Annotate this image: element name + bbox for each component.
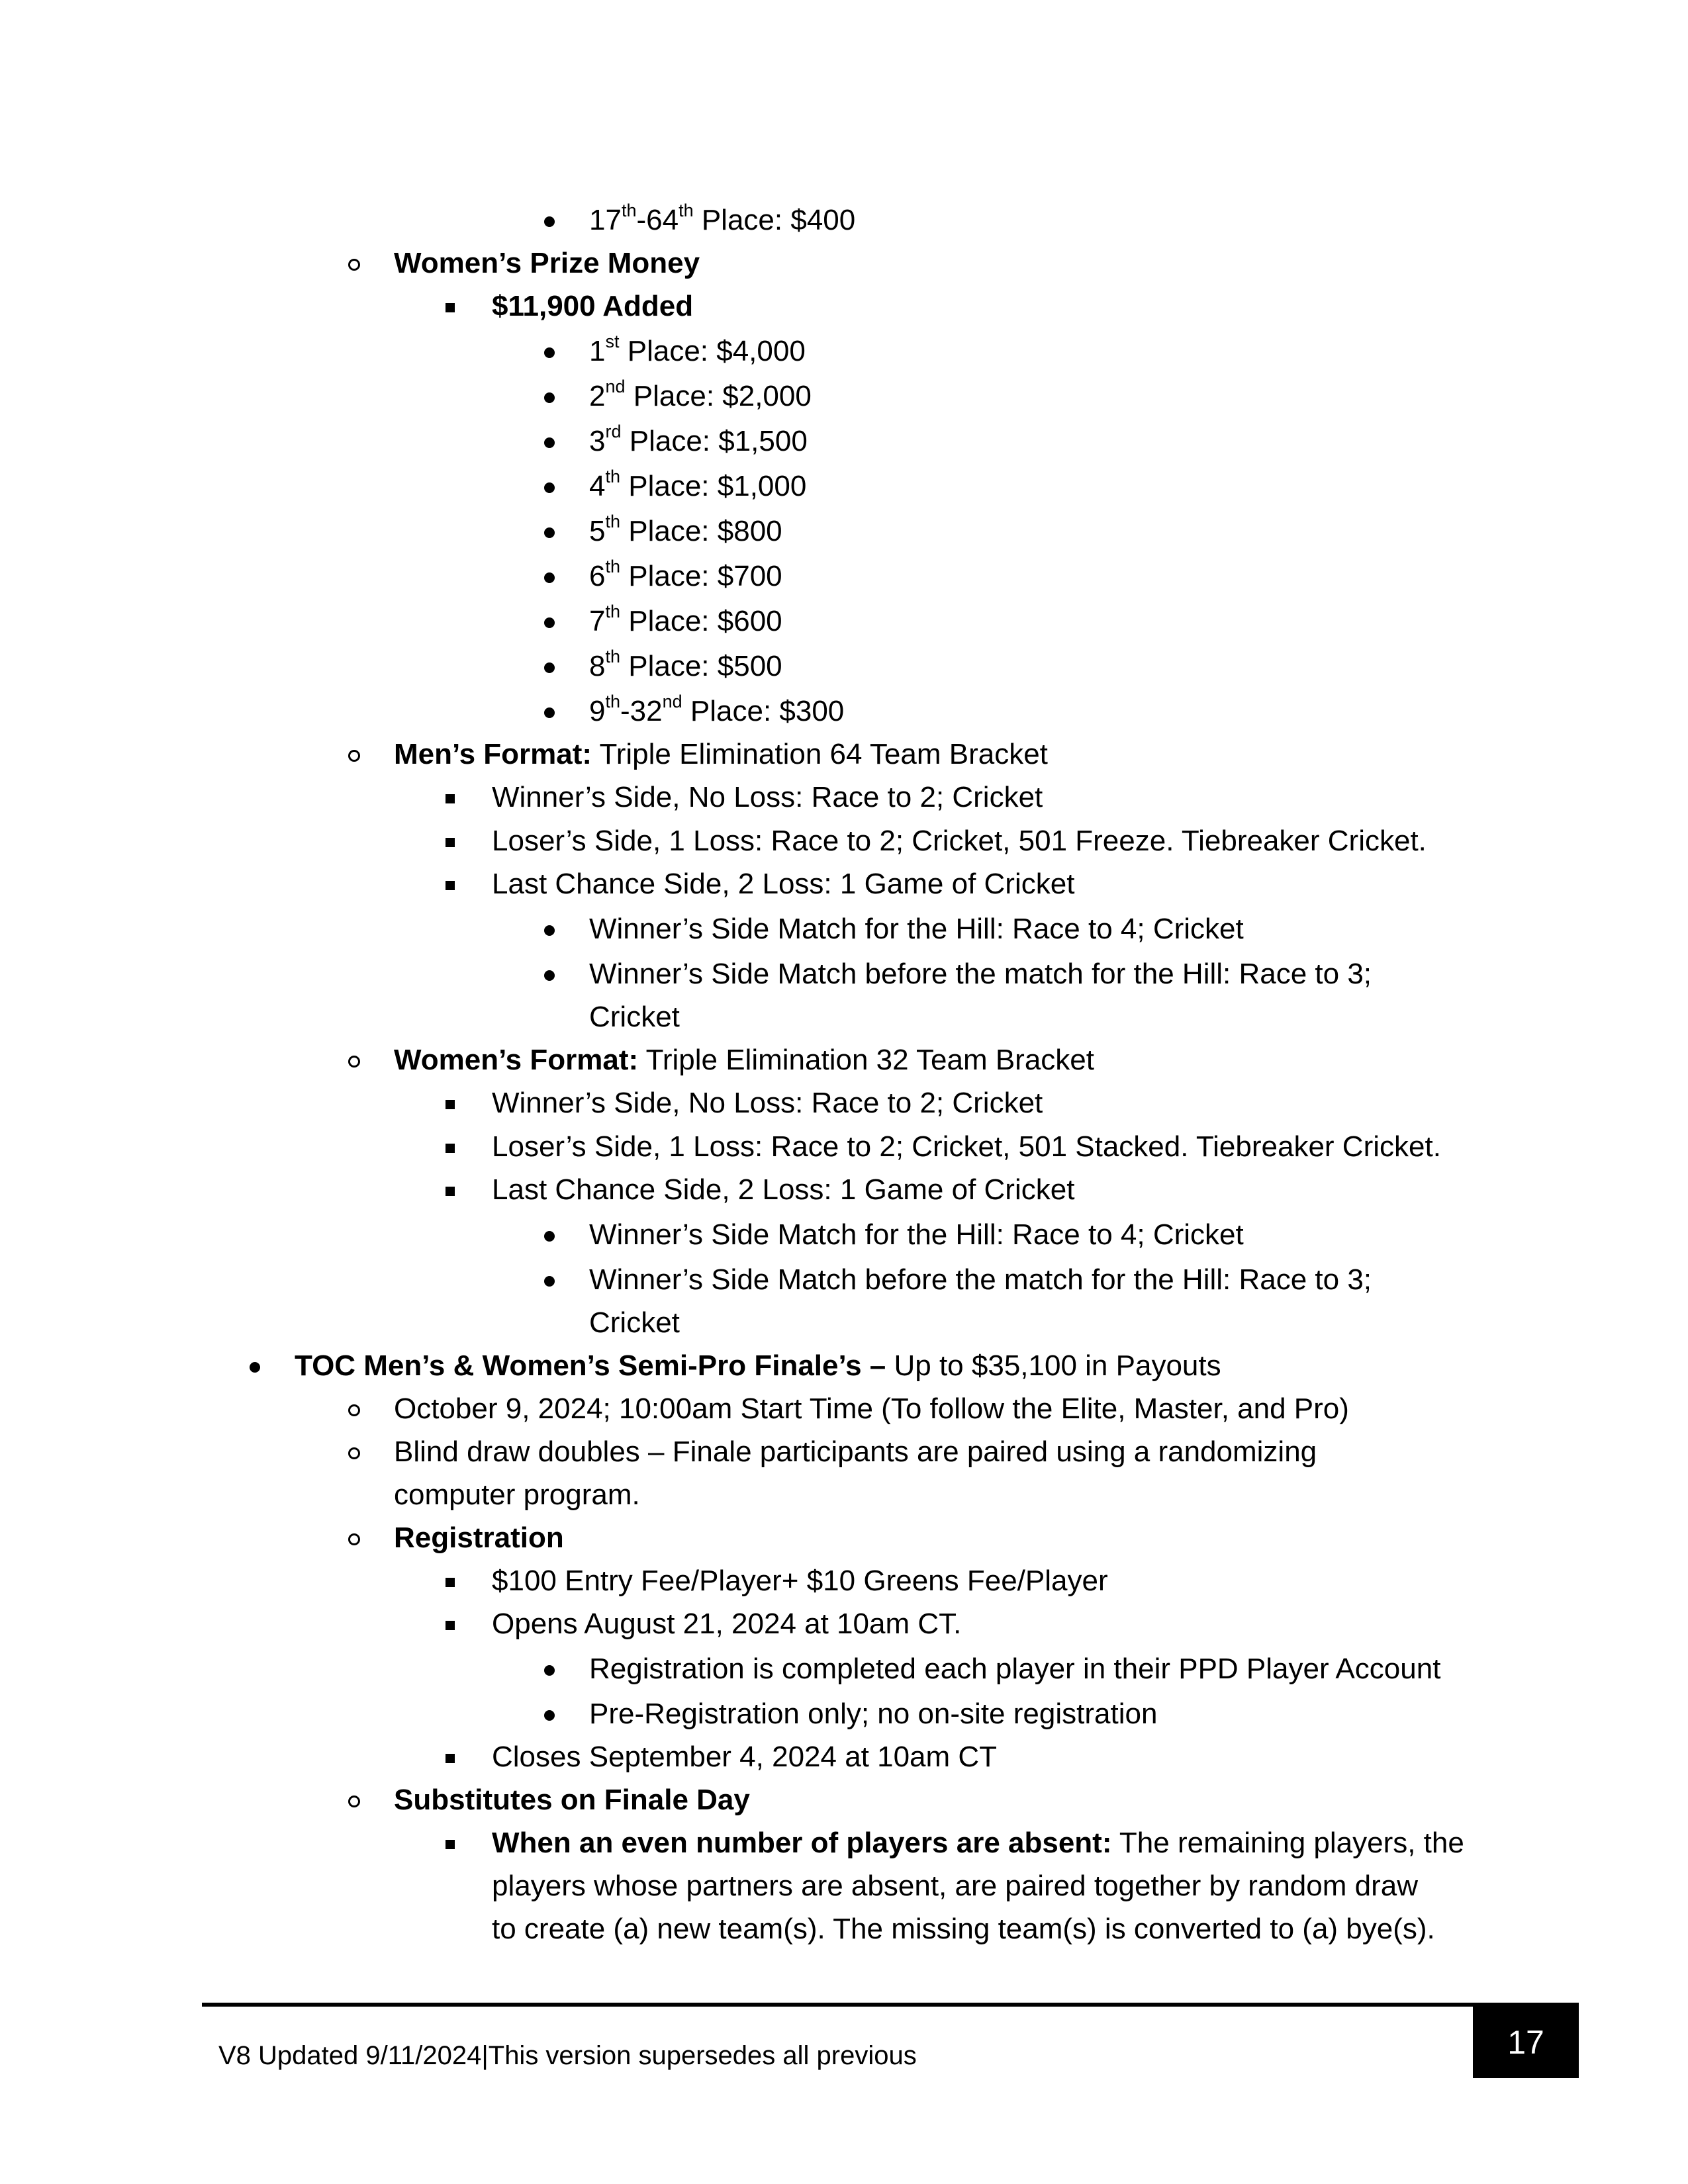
bullet-ring-icon: [341, 1432, 367, 1472]
mens-losers-side: Loser’s Side, 1 Loss: Race to 2; Cricket, 501 Freeze. Tiebreaker Cricket.: [0, 821, 1688, 861]
womens-prize-money-heading: Women’s Prize Money: [0, 244, 1688, 283]
mens-last-chance-side: Last Chance Side, 2 Loss: 1 Game of Cricket: [0, 864, 1688, 904]
bullet-square-icon: [437, 778, 463, 817]
bullet-dot-icon: [536, 422, 563, 461]
bullet-ring-icon: [341, 1389, 367, 1429]
footer-rule: [202, 2003, 1579, 2007]
even-absent-line: When an even number of players are absent: The remaining players, the: [0, 1823, 1688, 1863]
prize-line-5th: 5th Place: $800: [0, 512, 1688, 551]
prize-line-6th: 6th Place: $700: [0, 557, 1688, 596]
bullet-square-icon: [437, 1170, 463, 1210]
womens-format-line: Women’s Format: Triple Elimination 32 Team Bracket: [0, 1040, 1688, 1080]
bullet-dot-icon: [536, 201, 563, 240]
bullet-square-icon: [437, 1127, 463, 1167]
mens-before-hill-match-cont: Cricket: [589, 1001, 680, 1033]
prize-line-3rd: 3rd Place: $1,500: [0, 422, 1688, 461]
even-absent-line-cont-2: to create (a) new team(s). The missing team(s) is converted to (a) bye(s).: [492, 1913, 1435, 1945]
bullet-square-icon: [437, 1083, 463, 1123]
mens-before-hill-match: Winner’s Side Match before the match for the Hill: Race to 3;: [0, 954, 1688, 994]
bullet-ring-icon: [341, 735, 367, 774]
bullet-dot-icon: [536, 954, 563, 994]
womens-last-chance-side: Last Chance Side, 2 Loss: 1 Game of Cricket: [0, 1170, 1688, 1210]
semi-pro-finale-heading: TOC Men’s & Women’s Semi-Pro Finale’s – Up to $35,100 in Payouts: [0, 1346, 1688, 1386]
bullet-dot-icon: [536, 1215, 563, 1255]
prize-line-17-64: 17th-64th Place: $400: [0, 201, 1688, 240]
mens-hill-match: Winner’s Side Match for the Hill: Race to 4; Cricket: [0, 909, 1688, 949]
bullet-dot-icon: [536, 1694, 563, 1734]
even-absent-line-cont-1: players whose partners are absent, are paired together by random draw: [492, 1870, 1418, 1902]
mens-winners-side: Winner’s Side, No Loss: Race to 2; Cricket: [0, 778, 1688, 817]
registration-opens-line: Opens August 21, 2024 at 10am CT.: [0, 1604, 1688, 1644]
registration-account-line: Registration is completed each player in their PPD Player Account: [0, 1649, 1688, 1689]
bullet-square-icon: [437, 287, 463, 326]
finale-date-line: October 9, 2024; 10:00am Start Time (To follow the Elite, Master, and Pro): [0, 1389, 1688, 1429]
prize-line-9-32: 9th-32nd Place: $300: [0, 692, 1688, 731]
prize-line-7th: 7th Place: $600: [0, 602, 1688, 641]
bullet-square-icon: [437, 1561, 463, 1601]
bullet-dot-icon: [536, 647, 563, 686]
mens-format-line: Men’s Format: Triple Elimination 64 Team Bracket: [0, 735, 1688, 774]
bullet-square-icon: [437, 821, 463, 861]
bullet-ring-icon: [341, 244, 367, 283]
bullet-dot-icon: [536, 1260, 563, 1300]
bullet-dot-icon: [536, 467, 563, 506]
womens-before-hill-match: Winner’s Side Match before the match for the Hill: Race to 3;: [0, 1260, 1688, 1300]
bullet-ring-icon: [341, 1518, 367, 1558]
bullet-dot-icon: [536, 512, 563, 551]
bullet-dot-icon: [242, 1346, 268, 1386]
registration-heading: Registration: [0, 1518, 1688, 1558]
bullet-square-icon: [437, 1737, 463, 1777]
pre-registration-line: Pre-Registration only; no on-site registration: [0, 1694, 1688, 1734]
womens-losers-side: Loser’s Side, 1 Loss: Race to 2; Cricket, 501 Stacked. Tiebreaker Cricket.: [0, 1127, 1688, 1167]
page-number: 17: [1473, 2007, 1579, 2078]
footer-text: V8 Updated 9/11/2024|This version supersedes all previous: [218, 2041, 917, 2070]
bullet-dot-icon: [536, 909, 563, 949]
prize-line-1st: 1st Place: $4,000: [0, 332, 1688, 371]
womens-before-hill-match-cont: Cricket: [589, 1306, 680, 1339]
bullet-square-icon: [437, 1604, 463, 1644]
bullet-square-icon: [437, 864, 463, 904]
womens-hill-match: Winner’s Side Match for the Hill: Race to 4; Cricket: [0, 1215, 1688, 1255]
bullet-dot-icon: [536, 692, 563, 731]
bullet-square-icon: [437, 1823, 463, 1863]
blind-draw-line: Blind draw doubles – Finale participants are paired using a randomizing: [0, 1432, 1688, 1472]
prize-line-8th: 8th Place: $500: [0, 647, 1688, 686]
bullet-dot-icon: [536, 377, 563, 416]
substitutes-heading: Substitutes on Finale Day: [0, 1780, 1688, 1820]
womens-added-amount: $11,900 Added: [0, 287, 1688, 326]
bullet-dot-icon: [536, 332, 563, 371]
bullet-dot-icon: [536, 557, 563, 596]
prize-line-2nd: 2nd Place: $2,000: [0, 377, 1688, 416]
prize-line-4th: 4th Place: $1,000: [0, 467, 1688, 506]
blind-draw-line-cont: computer program.: [394, 1479, 640, 1511]
bullet-dot-icon: [536, 602, 563, 641]
bullet-ring-icon: [341, 1040, 367, 1080]
womens-winners-side: Winner’s Side, No Loss: Race to 2; Cricket: [0, 1083, 1688, 1123]
registration-closes-line: Closes September 4, 2024 at 10am CT: [0, 1737, 1688, 1777]
bullet-ring-icon: [341, 1780, 367, 1820]
bullet-dot-icon: [536, 1649, 563, 1689]
entry-fee-line: $100 Entry Fee/Player+ $10 Greens Fee/Player: [0, 1561, 1688, 1601]
